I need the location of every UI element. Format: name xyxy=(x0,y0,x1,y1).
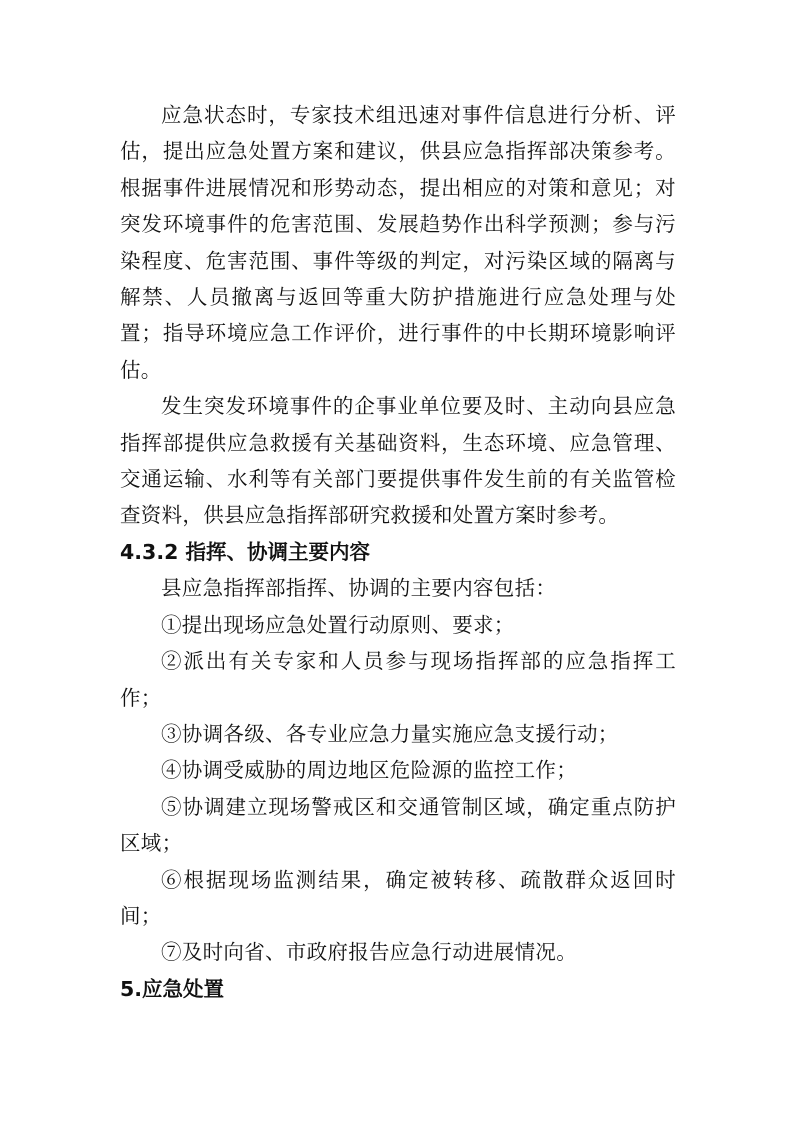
list-item-3: ③协调各级、各专业应急力量实施应急支援行动； xyxy=(161,721,619,746)
section-heading-5: 5.应急处置 xyxy=(120,976,225,1001)
paragraph-expert-group: 应急状态时，专家技术组迅速对事件信息进行分析、评估，提出应急处置方案和建议，供县应急指挥部决策参考。根据事件进展情况和形势动态，提出相应的对策和意见；对突发环境事件的危害范围、发展趋势作出科学预测；参与污染程度、危害范围、事件等级的判定，对污染区域的隔离与解禁、人员撤离与返回等重大防护措施进行应急处理与处置；指导环境应急工作评价，进行事件的中长期环境影响评估。 xyxy=(120,103,676,382)
list-item-6: ⑥根据现场监测结果，确定被转移、疏散群众返回时间； xyxy=(120,867,676,928)
page-content xyxy=(120,97,676,1007)
paragraph-enterprise-duty: 发生突发环境事件的企事业单位要及时、主动向县应急指挥部提供应急救援有关基础资料，生态环境、应急管理、交通运输、水利等有关部门要提供事件发生前的有关监管检查资料，供县应急指挥部研究救援和处置方案时参考。 xyxy=(120,394,676,528)
section-heading-4-3-2: 4.3.2 指挥、协调主要内容 xyxy=(120,539,371,564)
list-item-4: ④协调受威胁的周边地区危险源的监控工作； xyxy=(161,758,577,783)
list-item-2: ②派出有关专家和人员参与现场指挥部的应急指挥工作； xyxy=(120,649,676,710)
list-item-7: ⑦及时向省、市政府报告应急行动进展情况。 xyxy=(161,940,577,965)
list-item-5: ⑤协调建立现场警戒区和交通管制区域，确定重点防护区域； xyxy=(120,794,676,856)
paragraph-intro: 县应急指挥部指挥、协调的主要内容包括： xyxy=(161,576,557,601)
list-item-1: ①提出现场应急处置行动原则、要求； xyxy=(161,612,515,637)
